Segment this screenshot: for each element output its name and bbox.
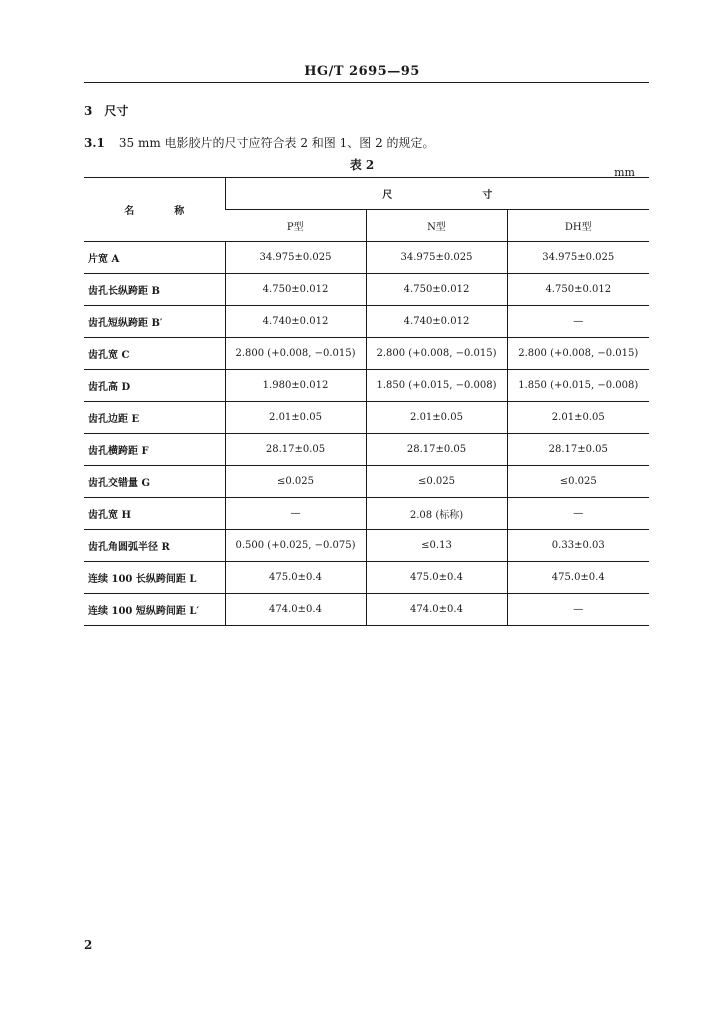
cell-dh: 475.0±0.4 (507, 562, 649, 594)
cell-p: 475.0±0.4 (225, 562, 366, 594)
cell-dh: 2.01±0.05 (507, 402, 649, 434)
table-caption: 表 2 (349, 158, 375, 172)
cell-dh: 4.750±0.012 (507, 274, 649, 306)
cell-n: 1.850 (+0.015, −0.008) (366, 370, 507, 402)
cell-dh: 0.33±0.03 (507, 530, 649, 562)
table-row (84, 306, 649, 338)
row-name: 齿孔高 D (84, 370, 225, 402)
row-name: 齿孔角圆弧半径 R (84, 530, 225, 562)
section-number: 3 (84, 104, 93, 118)
cell-p: 28.17±0.05 (225, 434, 366, 466)
row-name: 齿孔长纵跨距 B (84, 274, 225, 306)
row-name: 连续 100 长纵跨间距 L (84, 562, 225, 594)
cell-p: 34.975±0.025 (225, 242, 366, 274)
table-row (84, 594, 649, 626)
cell-dh: 2.800 (+0.008, −0.015) (507, 338, 649, 370)
cell-n: 2.08 (标称) (366, 498, 507, 530)
cell-p: ≤0.025 (225, 466, 366, 498)
cell-p: — (225, 498, 366, 530)
clause-text: 35 mm 电影胶片的尺寸应符合表 2 和图 1、图 2 的规定。 (118, 136, 435, 150)
dimension-column-header: 尺寸 (225, 178, 649, 210)
section-heading (84, 102, 128, 119)
cell-n: 475.0±0.4 (366, 562, 507, 594)
cell-n: ≤0.025 (366, 466, 507, 498)
cell-dh: — (507, 498, 649, 530)
cell-p: 2.01±0.05 (225, 402, 366, 434)
dimension-table (84, 177, 649, 626)
cell-p: 2.800 (+0.008, −0.015) (225, 338, 366, 370)
table-row (84, 338, 649, 370)
cell-dh: 28.17±0.05 (507, 434, 649, 466)
clause-number: 3.1 (84, 136, 105, 150)
page-number: 2 (84, 938, 93, 952)
section-title: 尺寸 (104, 104, 129, 118)
document-code: HG/T 2695—95 (304, 64, 420, 79)
row-name: 齿孔短纵跨距 B′ (84, 306, 225, 338)
cell-n: 28.17±0.05 (366, 434, 507, 466)
table-row (84, 274, 649, 306)
cell-p: 1.980±0.012 (225, 370, 366, 402)
table-unit: mm (614, 166, 635, 179)
cell-dh: 34.975±0.025 (507, 242, 649, 274)
table-row (84, 402, 649, 434)
row-name: 齿孔交错量 G (84, 466, 225, 498)
table-row (84, 562, 649, 594)
cell-p: 0.500 (+0.025, −0.075) (225, 530, 366, 562)
row-name: 齿孔横跨距 F (84, 434, 225, 466)
cell-dh: — (507, 306, 649, 338)
cell-n: 2.800 (+0.008, −0.015) (366, 338, 507, 370)
table-row (84, 242, 649, 274)
cell-n: ≤0.13 (366, 530, 507, 562)
name-column-header: 名称 (84, 178, 225, 242)
cell-n: 34.975±0.025 (366, 242, 507, 274)
type-header-n: N型 (366, 210, 507, 242)
row-name: 连续 100 短纵跨间距 L′ (84, 594, 225, 626)
cell-n: 4.740±0.012 (366, 306, 507, 338)
cell-dh: — (507, 594, 649, 626)
header-rule (84, 82, 649, 83)
table-row (84, 498, 649, 530)
cell-n: 474.0±0.4 (366, 594, 507, 626)
table-row (84, 530, 649, 562)
table-header-row (84, 178, 649, 210)
row-name: 齿孔宽 H (84, 498, 225, 530)
cell-dh: 1.850 (+0.015, −0.008) (507, 370, 649, 402)
cell-p: 4.740±0.012 (225, 306, 366, 338)
table-row (84, 370, 649, 402)
type-header-p: P型 (225, 210, 366, 242)
row-name: 齿孔边距 E (84, 402, 225, 434)
cell-n: 4.750±0.012 (366, 274, 507, 306)
type-header-dh: DH型 (507, 210, 649, 242)
cell-dh: ≤0.025 (507, 466, 649, 498)
cell-p: 4.750±0.012 (225, 274, 366, 306)
cell-n: 2.01±0.05 (366, 402, 507, 434)
row-name: 片宽 A (84, 242, 225, 274)
table-row (84, 466, 649, 498)
row-name: 齿孔宽 C (84, 338, 225, 370)
clause-3-1 (84, 134, 435, 151)
cell-p: 474.0±0.4 (225, 594, 366, 626)
table-row (84, 434, 649, 466)
